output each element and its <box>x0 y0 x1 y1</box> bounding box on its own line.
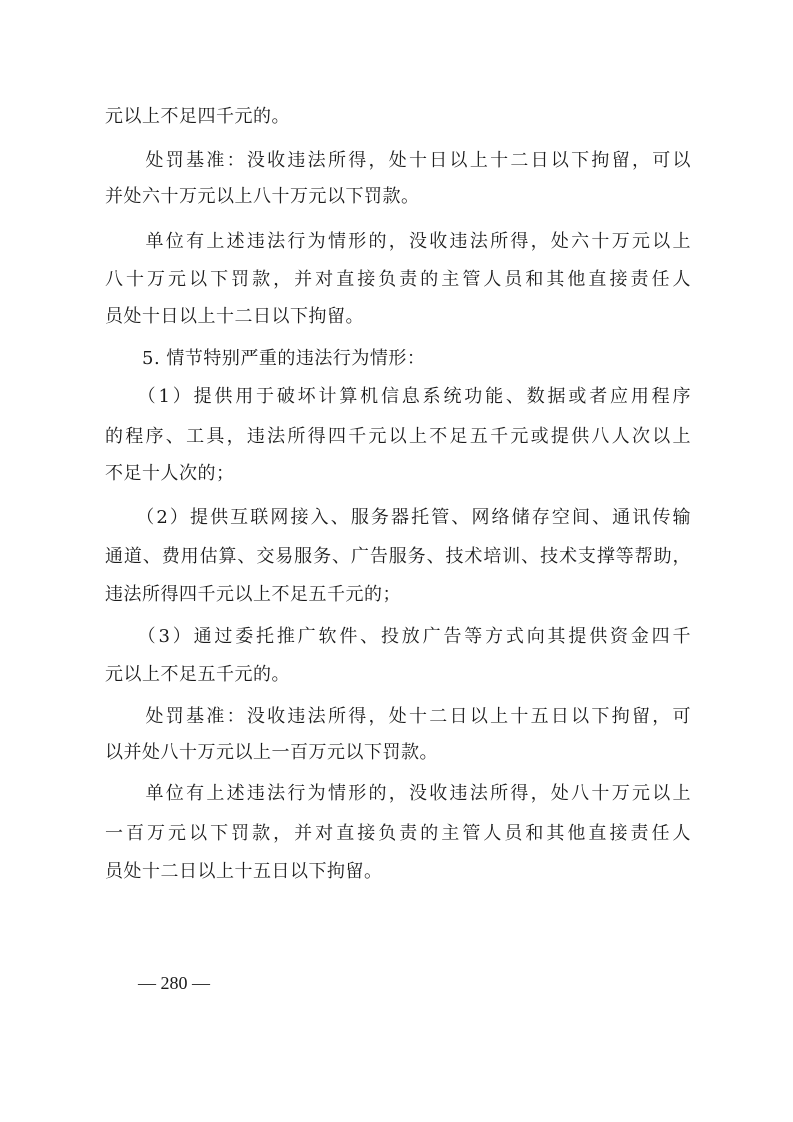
text-line: 处罚基准：没收违法所得，处十日以上十二日以下拘留，可以 <box>105 150 691 171</box>
text-line: （1）提供用于破坏计算机信息系统功能、数据或者应用程序 <box>105 386 691 407</box>
text-line: （3）通过委托推广软件、投放广告等方式向其提供资金四千 <box>105 626 691 647</box>
text-line: 违法所得四千元以上不足五千元的； <box>105 584 401 605</box>
text-line: 的程序、工具，违法所得四千元以上不足五千元或提供八人次以上 <box>105 426 691 447</box>
text-line: 不足十人次的； <box>105 463 235 484</box>
text-line: 八十万元以下罚款，并对直接负责的主管人员和其他直接责任人 <box>105 269 691 290</box>
text-line: 单位有上述违法行为情形的，没收违法所得，处八十万元以上 <box>105 783 691 804</box>
text-line: 元以上不足四千元的。 <box>105 106 290 127</box>
text-line: 单位有上述违法行为情形的，没收违法所得，处六十万元以上 <box>105 231 691 252</box>
text-line: 元以上不足五千元的。 <box>105 664 290 685</box>
text-line: 以并处八十万元以上一百万元以下罚款。 <box>105 742 438 763</box>
text-line: 员处十日以上十二日以下拘留。 <box>105 306 364 327</box>
text-line: 通道、费用估算、交易服务、广告服务、技术培训、技术支撑等帮助， <box>105 546 691 567</box>
page-number: — 280 — <box>138 973 210 993</box>
text-line: 5. 情节特别严重的违法行为情形： <box>105 348 426 369</box>
text-line: 并处六十万元以上八十万元以下罚款。 <box>105 186 420 207</box>
text-line: 员处十二日以上十五日以下拘留。 <box>105 861 383 882</box>
text-line: 一百万元以下罚款，并对直接负责的主管人员和其他直接责任人 <box>105 823 691 844</box>
text-line: （2）提供互联网接入、服务器托管、网络储存空间、通讯传输 <box>105 507 691 528</box>
text-line: 处罚基准：没收违法所得，处十二日以上十五日以下拘留，可 <box>105 706 691 727</box>
